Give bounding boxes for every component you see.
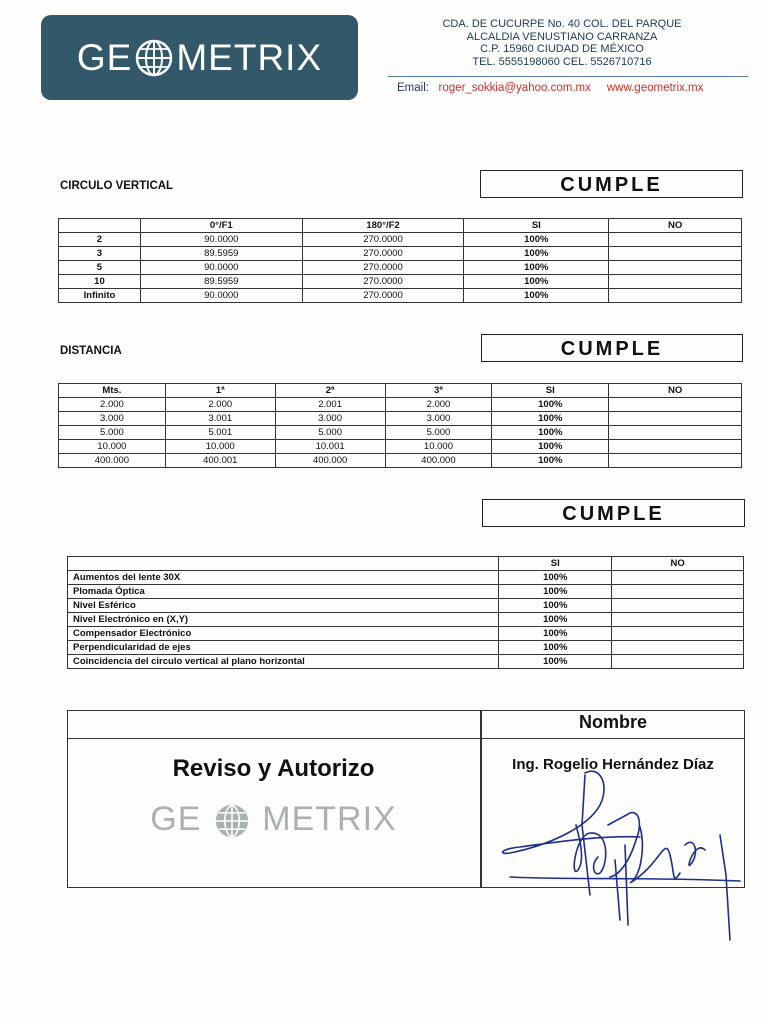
- cell: 3.000: [59, 412, 166, 426]
- cell: 400.000: [59, 454, 166, 468]
- table-header-row: [59, 384, 742, 398]
- cell: 100%: [492, 454, 609, 468]
- logo-text-right: METRIX: [262, 800, 397, 838]
- logo-text-left: GE: [76, 36, 133, 78]
- company-address: [392, 18, 732, 68]
- cell: 400.000: [275, 454, 385, 468]
- signature-box-header-line: [67, 738, 745, 739]
- circulo-vertical-label: CIRCULO VERTICAL: [60, 180, 174, 192]
- table-row: [59, 247, 742, 261]
- table-header-row: [59, 219, 742, 233]
- cell: 2.000: [59, 398, 166, 412]
- logo-text-right: METRIX: [176, 36, 323, 78]
- cell: Nivel Esférico: [68, 599, 499, 613]
- cell: 5.001: [165, 426, 275, 440]
- table-row: [68, 641, 744, 655]
- table-row: [59, 440, 742, 454]
- cell: [612, 599, 744, 613]
- table-row: [59, 426, 742, 440]
- cell: 270.0000: [302, 275, 464, 289]
- email-link[interactable]: roger_sokkia@yahoo.com.mx: [438, 82, 591, 94]
- cell: 10: [59, 275, 141, 289]
- circulo-vertical-table: [58, 218, 742, 303]
- table-row: [68, 571, 744, 585]
- cell: 5.000: [385, 426, 492, 440]
- cell: 100%: [464, 247, 609, 261]
- cell: 10.001: [275, 440, 385, 454]
- globe-icon: [214, 803, 250, 839]
- cell: 100%: [464, 261, 609, 275]
- column-header: NO: [609, 219, 742, 233]
- cell: 89.5959: [140, 247, 302, 261]
- contact-line: [397, 82, 703, 94]
- distancia-table: [58, 383, 742, 468]
- address-line: CDA. DE CUCURPE No. 40 COL. DEL PARQUE: [442, 18, 682, 30]
- cell: 3.001: [165, 412, 275, 426]
- cell: 3.000: [385, 412, 492, 426]
- column-header: 1ª: [165, 384, 275, 398]
- cell: [609, 289, 742, 303]
- cell: [609, 261, 742, 275]
- signature-box-divider: [480, 710, 482, 888]
- cell: 100%: [464, 289, 609, 303]
- cell: 90.0000: [140, 289, 302, 303]
- cell: [609, 247, 742, 261]
- cell: 100%: [492, 440, 609, 454]
- column-header: Mts.: [59, 384, 166, 398]
- cell: 100%: [464, 275, 609, 289]
- table-row: [59, 261, 742, 275]
- column-header: [68, 557, 499, 571]
- distancia-cumple-badge: CUMPLE: [481, 334, 743, 362]
- column-header: NO: [612, 557, 744, 571]
- table-row: [59, 289, 742, 303]
- cell: 270.0000: [302, 233, 464, 247]
- cell: 10.000: [59, 440, 166, 454]
- cell: 89.5959: [140, 275, 302, 289]
- cell: 100%: [499, 613, 612, 627]
- table-row: [59, 412, 742, 426]
- cell: 3.000: [275, 412, 385, 426]
- table-row: [68, 613, 744, 627]
- checks-cumple-badge: CUMPLE: [482, 499, 745, 527]
- cell: 100%: [464, 233, 609, 247]
- cell: Perpendicularidad de ejes: [68, 641, 499, 655]
- cell: 400.000: [385, 454, 492, 468]
- cell: Aumentos del lente 30X: [68, 571, 499, 585]
- cell: 100%: [499, 655, 612, 669]
- table-row: [59, 398, 742, 412]
- cell: [612, 613, 744, 627]
- cell: 2: [59, 233, 141, 247]
- table-row: [59, 275, 742, 289]
- cell: 2.000: [385, 398, 492, 412]
- cell: 100%: [499, 585, 612, 599]
- table-row: [68, 585, 744, 599]
- cell: [612, 571, 744, 585]
- address-line: ALCALDIA VENUSTIANO CARRANZA: [466, 30, 658, 43]
- cell: 100%: [492, 426, 609, 440]
- column-header: [59, 219, 141, 233]
- cell: 5: [59, 261, 141, 275]
- cell: [612, 655, 744, 669]
- column-header: NO: [609, 384, 742, 398]
- cell: 3: [59, 247, 141, 261]
- column-header: SI: [499, 557, 612, 571]
- website-link[interactable]: www.geometrix.mx: [606, 82, 704, 94]
- geometrix-watermark-logo: [67, 800, 480, 839]
- cell: 100%: [492, 412, 609, 426]
- table-row: [59, 454, 742, 468]
- logo-text-left: GE: [150, 800, 202, 838]
- cell: 270.0000: [302, 261, 464, 275]
- cell: 2.000: [165, 398, 275, 412]
- handwritten-signature: [490, 765, 750, 945]
- email-label: Email:: [397, 82, 429, 94]
- cell: 10.000: [165, 440, 275, 454]
- cell: 100%: [492, 398, 609, 412]
- table-row: [59, 233, 742, 247]
- cell: 10.000: [385, 440, 492, 454]
- column-header: SI: [464, 219, 609, 233]
- cell: 400.001: [165, 454, 275, 468]
- table-row: [68, 627, 744, 641]
- table-row: [68, 599, 744, 613]
- column-header: SI: [492, 384, 609, 398]
- cell: 5.000: [275, 426, 385, 440]
- cell: Infinito: [59, 289, 141, 303]
- address-line: TEL. 5555198060 CEL. 5526710716: [472, 55, 652, 68]
- table-header-row: [68, 557, 744, 571]
- cell: [609, 412, 742, 426]
- reviso-autorizo-label: Reviso y Autorizo: [172, 755, 375, 782]
- column-header: 3ª: [385, 384, 492, 398]
- distancia-label: DISTANCIA: [60, 345, 122, 357]
- cell: [609, 454, 742, 468]
- cell: Nivel Electrónico en (X,Y): [68, 613, 499, 627]
- cell: 100%: [499, 599, 612, 613]
- cell: [609, 233, 742, 247]
- column-header: 180°/F2: [302, 219, 464, 233]
- geometrix-logo: [41, 15, 358, 100]
- nombre-label: Nombre: [578, 712, 647, 732]
- cell: 100%: [499, 641, 612, 655]
- cell: 100%: [499, 571, 612, 585]
- globe-icon: [134, 38, 174, 78]
- header-divider: [388, 76, 748, 77]
- circulo-cumple-badge: CUMPLE: [480, 170, 743, 198]
- cell: Plomada Óptica: [68, 585, 499, 599]
- cell: [612, 627, 744, 641]
- cell: 5.000: [59, 426, 166, 440]
- column-header: 0°/F1: [140, 219, 302, 233]
- cell: [609, 426, 742, 440]
- table-row: [68, 655, 744, 669]
- cell: 100%: [499, 627, 612, 641]
- cell: Compensador Electrónico: [68, 627, 499, 641]
- cell: Coincidencia del circulo vertical al plano horizontal: [68, 655, 499, 669]
- column-header: 2ª: [275, 384, 385, 398]
- cell: 90.0000: [140, 233, 302, 247]
- cell: [609, 440, 742, 454]
- address-line: C.P. 15960 CIUDAD DE MÉXICO: [480, 43, 644, 55]
- signer-name: Ing. Rogelio Hernández Díaz: [512, 756, 714, 773]
- cell: 2.001: [275, 398, 385, 412]
- cell: 270.0000: [302, 289, 464, 303]
- cell: [612, 641, 744, 655]
- checks-table: [67, 556, 744, 669]
- cell: 270.0000: [302, 247, 464, 261]
- cell: [612, 585, 744, 599]
- cell: 90.0000: [140, 261, 302, 275]
- cell: [609, 275, 742, 289]
- cell: [609, 398, 742, 412]
